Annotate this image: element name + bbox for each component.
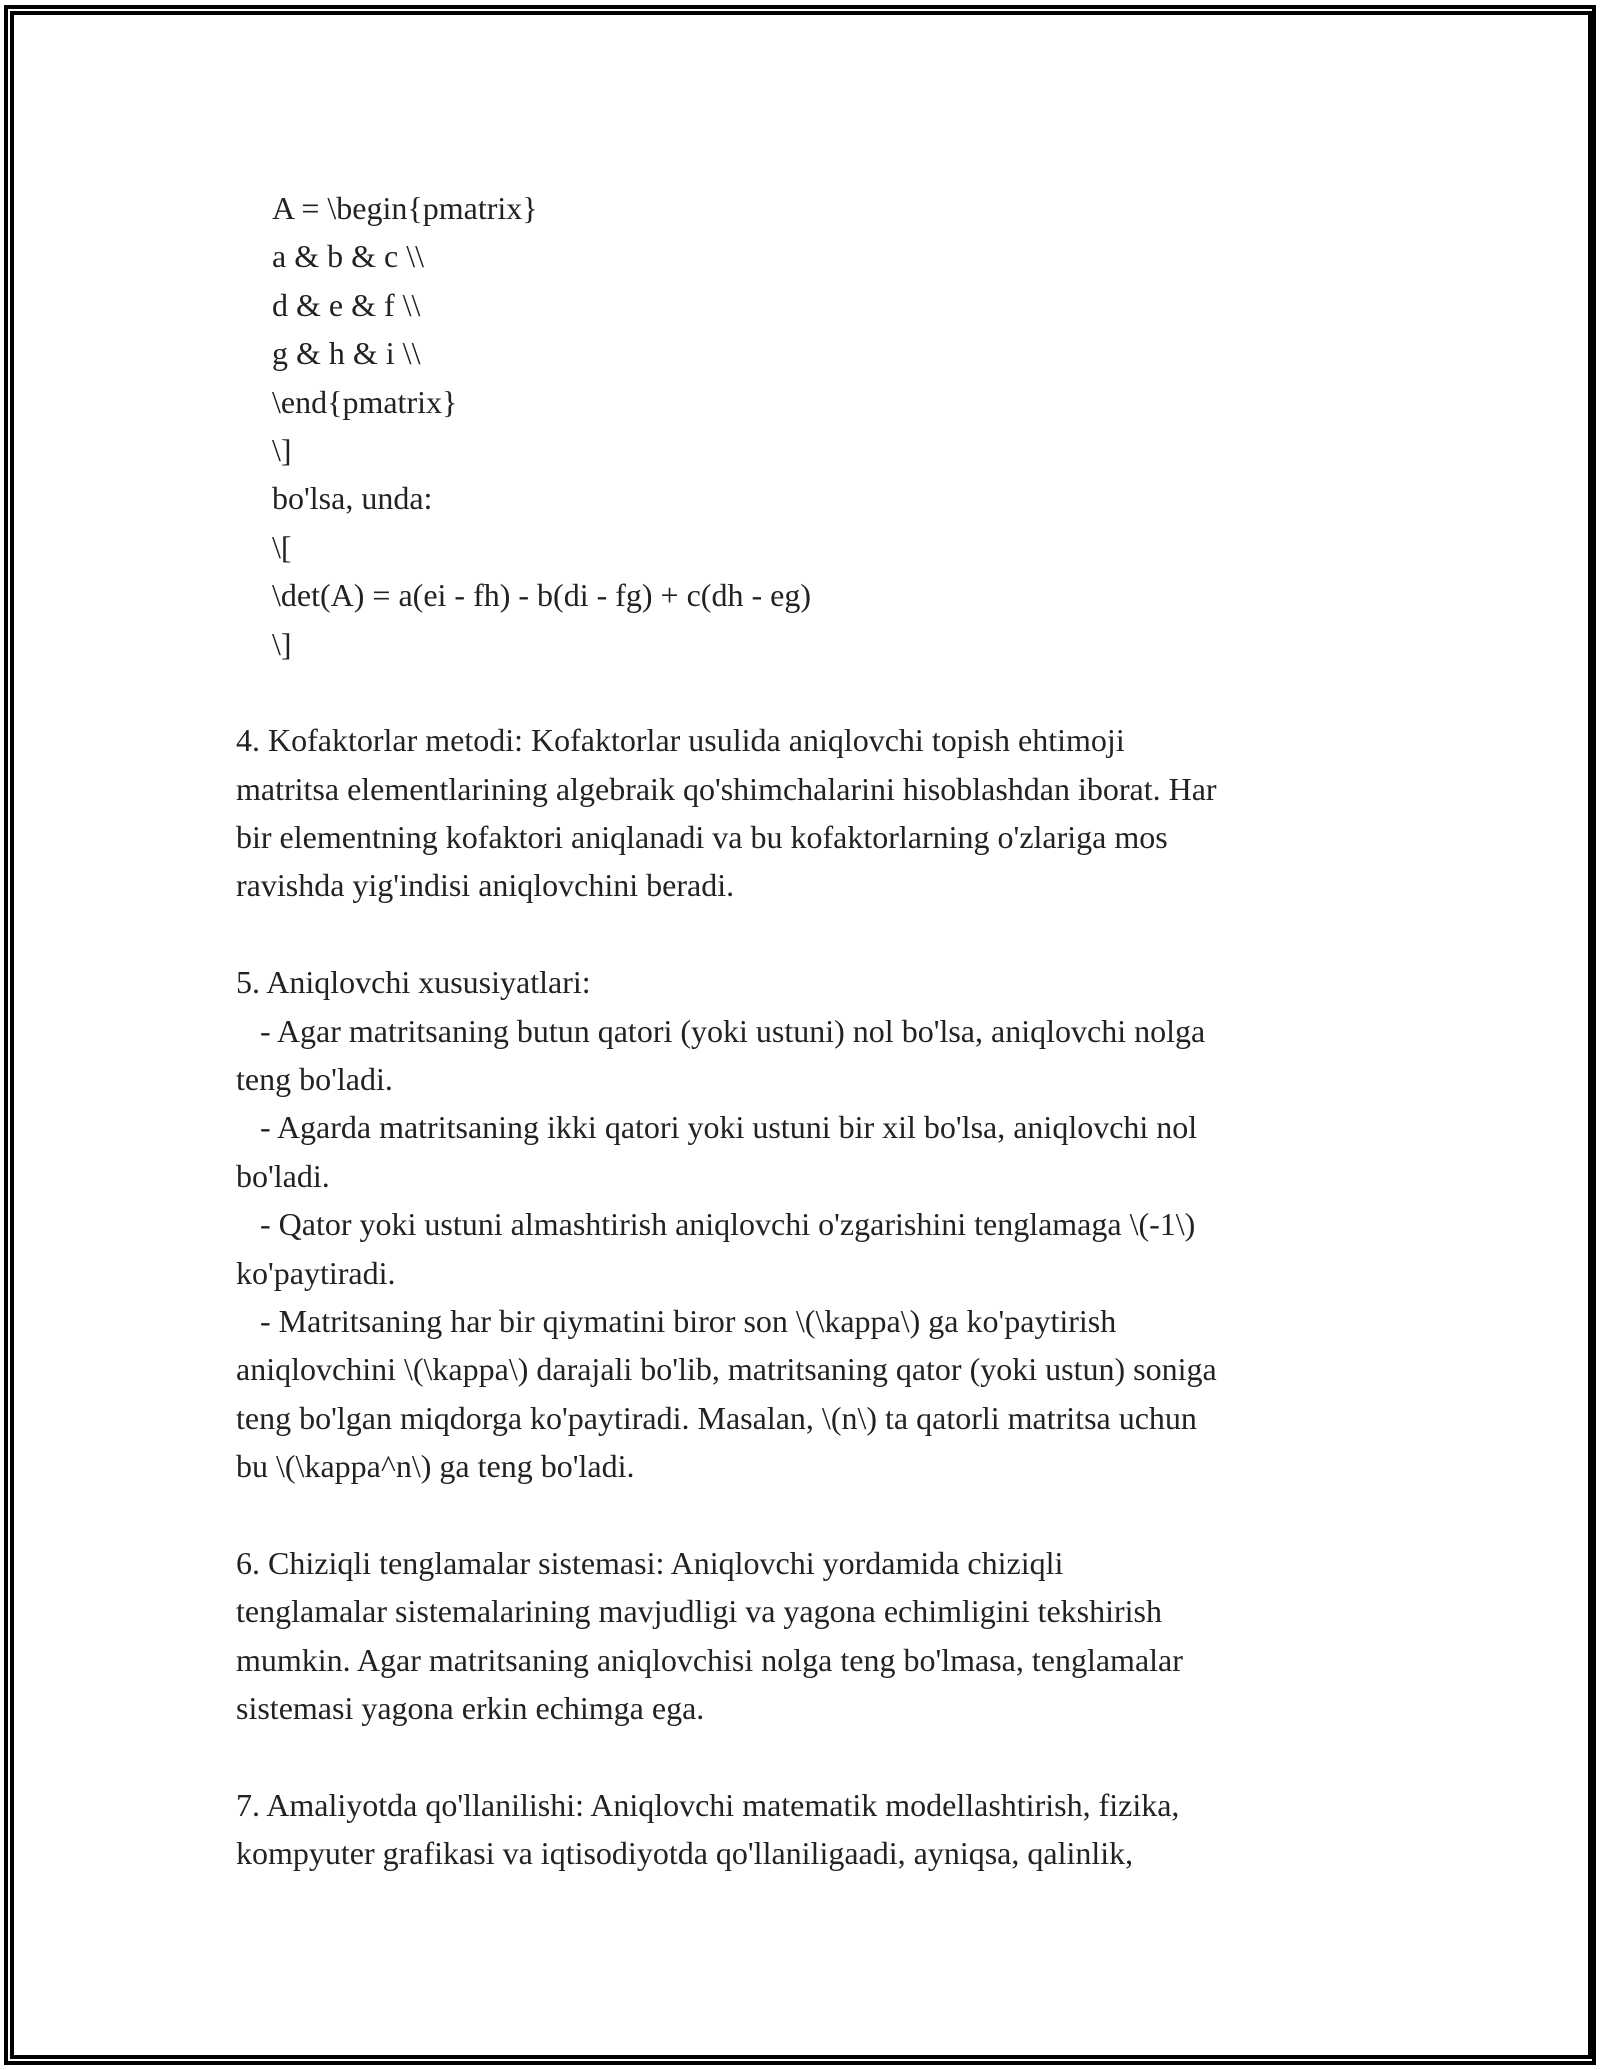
paragraph-gap <box>236 1733 1366 1781</box>
text-line: \] <box>272 625 292 662</box>
text-line: - Agar matritsaning butun qatori (yoki ustuni) nol bo'lsa, aniqlovchi nolga <box>236 1012 1206 1049</box>
text-line: - Qator yoki ustuni almashtirish aniqlovchi o'zgarishini tenglamaga \(-1\) <box>236 1206 1196 1243</box>
text-line: matritsa elementlarining algebraik qo'shimchalarini hisoblashdan iborat. Har <box>236 770 1217 807</box>
text-line: \[ <box>272 528 292 565</box>
text-line: - Agarda matritsaning ikki qatori yoki ustuni bir xil bo'lsa, aniqlovchi nol <box>236 1109 1198 1146</box>
text-line: teng bo'lgan miqdorga ko'paytiradi. Masalan, \(n\) ta qatorli matritsa uchun <box>236 1399 1197 1436</box>
text-line: d & e & f \\ <box>272 286 421 323</box>
text-line: \] <box>272 431 292 468</box>
text-line: bu \(\kappa^n\) ga teng bo'ladi. <box>236 1448 635 1485</box>
text-line: 4. Kofaktorlar metodi: Kofaktorlar usulida aniqlovchi topish ehtimoji <box>236 722 1125 759</box>
text-line: bir elementning kofaktori aniqlanadi va bu kofaktorlarning o'zlariga mos <box>236 819 1168 856</box>
text-line: 6. Chiziqli tenglamalar sistemasi: Aniqlovchi yordamida chiziqli <box>236 1544 1064 1581</box>
paragraph-gap <box>236 1491 1366 1539</box>
text-line: \det(A) = a(ei - fh) - b(di - fg) + c(dh - eg) <box>272 577 811 614</box>
text-line: teng bo'ladi. <box>236 1061 393 1098</box>
text-line: bo'lsa, unda: <box>272 480 433 517</box>
text-line: mumkin. Agar matritsaning aniqlovchisi nolga teng bo'lmasa, tenglamalar <box>236 1641 1183 1678</box>
text-line: A = \begin{pmatrix} <box>272 190 538 226</box>
text-line: sistemasi yagona erkin echimga ega. <box>236 1690 705 1727</box>
text-line: bo'ladi. <box>236 1157 330 1194</box>
text-line: tenglamalar sistemalarining mavjudligi va yagona echimligini tekshirish <box>236 1593 1162 1630</box>
text-line: a & b & c \\ <box>272 238 424 275</box>
text-line: aniqlovchini \(\kappa\) darajali bo'lib, matritsaning qator (yoki ustun) soniga <box>236 1351 1217 1388</box>
text-line: - Matritsaning har bir qiymatini biror son \(\kappa\) ga ko'paytirish <box>236 1302 1117 1339</box>
document-body <box>236 184 1366 1878</box>
text-line: g & h & i \\ <box>272 335 421 372</box>
text-line: 7. Amaliyotda qo'llanilishi: Aniqlovchi matematik modellashtirish, fizika, <box>236 1786 1180 1823</box>
text-line: kompyuter grafikasi va iqtisodiyotda qo'llaniligaadi, ayniqsa, qalinlik, <box>236 1835 1134 1872</box>
text-line: 5. Aniqlovchi xususiyatlari: <box>236 964 591 1001</box>
paragraph-gap <box>236 910 1366 958</box>
paragraph-gap <box>236 668 1366 716</box>
text-line: ravishda yig'indisi aniqlovchini beradi. <box>236 867 735 904</box>
text-line: ko'paytiradi. <box>236 1254 396 1291</box>
text-line: \end{pmatrix} <box>272 383 458 420</box>
